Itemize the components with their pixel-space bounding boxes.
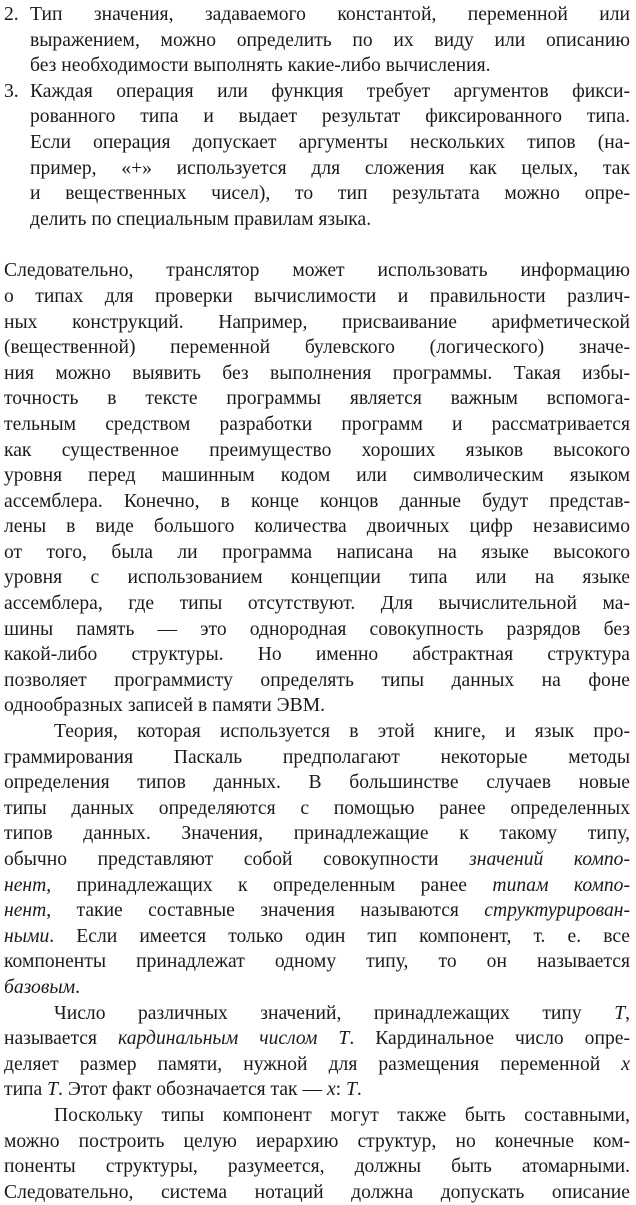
text-run: обычно представляют собой совокупности — [4, 849, 470, 870]
text-run: Число различных значений, принадлежащих типу — [54, 1002, 615, 1024]
list-number: 2. — [4, 4, 19, 25]
paragraph-4 — [4, 1103, 630, 1205]
text-line: делить по специальным правилам языка. — [30, 208, 372, 230]
list-item-3 — [4, 79, 630, 233]
text-line: Теория, которая используется в этой книге, и язык про- — [54, 721, 630, 743]
text-line: определения типов данных. В большинстве случаев новые — [4, 772, 630, 794]
text-run: . — [356, 1079, 362, 1101]
text-line: шины память — это однородная совокупность разрядов без — [4, 618, 630, 640]
text-line: лены в виде большого количества двоичных цифр независимо — [4, 516, 630, 538]
text-line: Следовательно, транслятор может использовать информацию — [4, 260, 630, 282]
text-line: можно построить целую иерархию структур, но конечные ком- — [4, 1130, 630, 1152]
text-line — [4, 847, 630, 873]
text-line — [4, 924, 630, 950]
text-line: типов данных. Значения, принадлежащие к такому типу, — [4, 823, 630, 845]
text-line: и вещественных чисел), то тип результата можно опре- — [30, 183, 630, 205]
emphasis-term: Т — [346, 1079, 357, 1101]
paragraph-3 — [4, 1001, 630, 1103]
paragraph-gap — [4, 232, 630, 258]
emphasis-term: базовым — [4, 976, 76, 998]
text-line: пример, «+» используется для сложения как целых, так — [30, 157, 630, 179]
text-line: ных конструкций. Например, присваивание арифметической — [4, 311, 630, 333]
text-run: называется — [4, 1028, 119, 1050]
emphasis-term: кардинальным числом Т — [118, 1028, 350, 1050]
text-line: тельным средством разработки программ и рассматривается — [4, 413, 630, 435]
text-run: , принадлежащих к определенным ранее — [46, 874, 493, 896]
text-line: от того, была ли программа написана на языке высокого — [4, 541, 630, 563]
text-line: как существенное преимущество хороших языков высокого — [4, 439, 630, 461]
text-line: граммирования Паскаль предполагают некоторые методы — [4, 746, 630, 768]
text-run: : — [335, 1079, 347, 1101]
text-line: Каждая операция или функция требует аргументов фикси- — [30, 80, 630, 102]
text-line: Если операция допускает аргументы нескольких типов (на- — [30, 131, 630, 153]
text-line: (вещественной) переменной булевского (логического) значе- — [4, 337, 630, 359]
text-line: компоненты принадлежат одному типу, то он называется — [4, 951, 630, 973]
list-item-2 — [4, 2, 630, 79]
text-line — [4, 1001, 630, 1027]
text-line — [4, 975, 630, 1001]
text-line: без необходимости выполнять какие-либо вычисления. — [30, 55, 491, 77]
emphasis-term: значений компо- — [469, 849, 630, 870]
text-run: . — [75, 976, 81, 998]
text-line: позволяет программисту определять типы данных на фоне — [4, 669, 630, 691]
text-line: Следовательно, система нотаций должна допускать описание — [4, 1181, 630, 1203]
text-line: ния можно выявить без выполнения программы. Такая избы- — [4, 362, 630, 384]
emphasis-term: ными — [4, 925, 50, 947]
text-line: однообразных записей в памяти ЭВМ. — [4, 695, 326, 717]
text-line: ассемблера. Конечно, в конце концов данные будут представ- — [4, 490, 630, 512]
emphasis-term: типам компо- — [492, 874, 630, 896]
text-line — [4, 898, 630, 924]
emphasis-term: нент — [4, 900, 47, 922]
list-number: 3. — [4, 80, 19, 102]
text-line: Поскольку типы компонент могут также быть составными, — [54, 1104, 630, 1126]
emphasis-term: Т — [47, 1079, 59, 1101]
text-run: . Если имеется только один тип компонент, т. е. все — [49, 925, 630, 947]
emphasis-term: структурирован- — [484, 900, 630, 922]
text-line: Тип значения, задаваемого константой, переменной или — [30, 4, 630, 25]
text-line — [4, 873, 630, 899]
emphasis-term: х — [621, 1053, 630, 1075]
text-run: типа — [4, 1079, 48, 1101]
text-line: уровня перед машинным кодом или символическим языком — [4, 465, 630, 487]
text-line: ассемблера, где типы отсутствуют. Для вычислительной ма- — [4, 593, 630, 615]
text-run: . Кардинальное число опре- — [349, 1028, 630, 1050]
text-line: уровня с использованием концепции типа или на языке — [4, 567, 630, 589]
emphasis-term: х — [326, 1079, 336, 1101]
emphasis-term: нент — [4, 874, 47, 896]
text-run: . Этот факт обозначается так — — [58, 1079, 327, 1101]
text-line: поненты структуры, разумеется, должны быть атомарными. — [4, 1156, 630, 1178]
paragraph-1 — [4, 258, 630, 719]
text-run: деляет размер памяти, нужной для размещения переменной — [4, 1053, 622, 1075]
text-line: рованного типа и выдает результат фиксированного типа. — [30, 106, 630, 128]
text-run: , — [625, 1002, 630, 1024]
text-line: точность в тексте программы является важным вспомога- — [4, 388, 630, 410]
paragraph-2 — [4, 719, 630, 1001]
text-line: какой-либо структуры. Но именно абстрактная структура — [4, 644, 630, 666]
text-line — [4, 1052, 630, 1078]
text-line: о типах для проверки вычислимости и правильности различ- — [4, 285, 630, 307]
text-run: , такие составные значения называются — [46, 900, 485, 922]
text-line — [4, 1077, 630, 1103]
text-line — [4, 1026, 630, 1052]
emphasis-term: Т — [614, 1002, 626, 1024]
text-line: типы данных определяются с помощью ранее определенных — [4, 797, 630, 819]
text-line: выражением, можно определить по их виду или описанию — [30, 29, 630, 51]
